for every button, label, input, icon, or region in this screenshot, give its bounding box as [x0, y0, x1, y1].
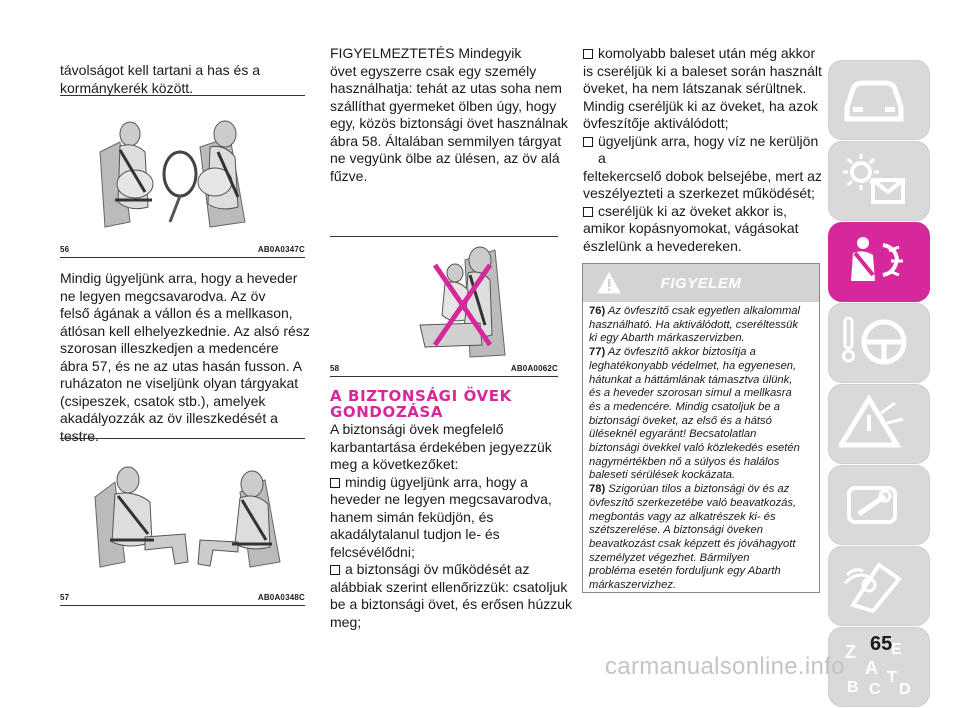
text-line: biztonsági övekkel való közlekedés esetén [589, 442, 800, 455]
checkbox-bullet-icon [330, 565, 340, 575]
seatbelt-airbag-icon [839, 231, 909, 291]
divider [60, 438, 305, 439]
text-line: öveket, ha nem látszanak sérültnek. [583, 80, 807, 96]
text-line: cseréljük ki az öveket akkor is, [598, 202, 788, 219]
tab-car[interactable] [828, 60, 930, 140]
text-line: feltekercselő dobok belsejébe, mert az [583, 167, 822, 184]
divider [330, 236, 558, 237]
text-line: amikor kopásnyomokat, vágásokat [583, 220, 799, 236]
text-line: és a heveder szorosan simul a mellkasra [589, 387, 792, 400]
tab-driving[interactable] [828, 303, 930, 383]
list-item [583, 203, 823, 221]
text-line: észlelünk a hevedereken. [583, 237, 742, 254]
text-line: mindig ügyeljünk arra, hogy a [345, 473, 528, 490]
text-line: szétszerelése. A biztonsági öveken [589, 524, 763, 537]
warning-header [583, 264, 819, 302]
figure-57-seatbelt-adults [90, 462, 290, 572]
text-line: heveder ne legyen megcsavarodva, [330, 491, 552, 507]
text-line: be a biztonsági övet, és erősen húzzuk [330, 596, 573, 612]
tab-emergency[interactable] [828, 384, 930, 464]
text-line: egy, közös biztonsági övet használnak [330, 115, 568, 131]
text-line: szorosan illeszkedjen a medencére [60, 340, 279, 356]
index-letter: B [847, 679, 859, 696]
text-line: a biztonsági öv működését az [345, 561, 530, 577]
figure-58-child-on-lap-prohibited [380, 245, 530, 360]
text-line: felső ágának a vállon és a mellkason, [60, 305, 293, 321]
text-line: Az övfeszítő csak egyetlen alkalommal [607, 305, 801, 317]
index-letter: A [865, 658, 878, 678]
text-line: távolságot kell tartani a has és a [60, 62, 261, 78]
list-item [330, 474, 575, 492]
text-line: A biztonsági övek megfelelő [330, 421, 504, 437]
index-letter: D [899, 681, 911, 698]
divider [60, 257, 305, 258]
warning-box [582, 263, 820, 593]
watermark: carmanualsonline.info [605, 653, 845, 680]
list-item [583, 45, 823, 63]
figure-code: AB0A0062C [510, 364, 558, 373]
list-item [583, 133, 823, 168]
text-line: FIGYELMEZTETÉS Mindegyik [330, 45, 522, 61]
text-line: alábbiak szerint ellenőrizzük: csatoljuk [330, 578, 568, 595]
index-letter: C [869, 681, 881, 698]
text-line: használhatja: tehát az utas soha nem [330, 80, 562, 96]
list-item [330, 561, 575, 579]
figure-number: 57 [60, 593, 70, 602]
checkbox-bullet-icon [583, 49, 593, 59]
col1-paragraph [60, 270, 310, 445]
index-letter: E [891, 641, 902, 658]
text-line: övfeszítő szerkezetébe való beavatkozás, [589, 496, 797, 509]
text-line: szállíthat gyermeket ölben úgy, hogy [330, 97, 557, 114]
text-line: leghatékonyabb védelmet, ha egyenesen, [589, 359, 797, 372]
text-line: nagymértékben nő a súlyos és halálos [589, 455, 780, 468]
col1-intro [60, 62, 305, 97]
text-line: akadálytalanul tudjon le- és [330, 526, 500, 542]
text-line: baleseti sérülések kockázata. [589, 469, 736, 482]
checkbox-bullet-icon [583, 207, 593, 217]
text-line: biztonsági öveket, az első és a hátsó [589, 414, 772, 427]
text-line: probléma esetén forduljunk egy Abarth [589, 565, 781, 578]
text-line: kormánykerék között. [60, 79, 194, 96]
divider [330, 376, 558, 377]
breakdown-icon [839, 393, 909, 453]
text-line: (csipeszek, csatok stb.), amelyek [60, 392, 266, 409]
text-line: Mindig ügyeljünk arra, hogy a heveder [60, 270, 298, 286]
section-heading [330, 388, 570, 420]
figure-number: 58 [330, 364, 340, 373]
text-line: meg; [330, 613, 362, 630]
figure-57-caption [60, 593, 305, 602]
text-line: megbontás vagy az alkatrészek ki- és [589, 510, 776, 523]
warning-item [589, 305, 813, 346]
col2-maintenance [330, 421, 575, 631]
checkbox-bullet-icon [330, 478, 340, 488]
text-line: Az övfeszítő akkor biztosítja a [607, 346, 756, 359]
text-line: övet egyszerre csak egy személy [330, 62, 537, 79]
text-line: ruházaton ne viseljünk olyan tárgyakat [60, 375, 299, 391]
page-number: 65 [870, 633, 893, 655]
warning-title: FIGYELEM [660, 275, 742, 292]
figure-code: AB0A0347C [257, 245, 305, 254]
text-line: ábra 58. Általában semmilyen tárgyat [330, 132, 562, 149]
warning-body [583, 305, 819, 593]
text-line: beavatkozást csak képzett és jóváhagyott [589, 537, 796, 550]
text-line: Mindig cseréljük ki az öveket, ha azok [583, 97, 818, 114]
multimedia-icon [839, 555, 909, 615]
text-line: veszélyezteti a szerkezet működését; [583, 185, 815, 201]
text-line: is cseréljük ki a baleset során használt [583, 62, 822, 79]
text-line: ki egy Abarth márkaszervizben. [589, 332, 745, 345]
warning-item [589, 346, 813, 483]
figure-58-caption [330, 364, 558, 373]
warning-number: 78) [589, 483, 606, 496]
figure-56-seatbelt-pregnant [90, 112, 290, 232]
index-letter: T [887, 669, 897, 686]
text-line: komolyabb baleset után még akkor [598, 45, 816, 61]
text-line: ügyeljünk arra, hogy víz ne kerüljön a [598, 132, 819, 166]
text-line: hátunkat a háttámlának támasztva ülünk, [589, 373, 793, 386]
figure-number: 56 [60, 245, 70, 254]
text-line: Szigorúan tilos a biztonsági öv és az [608, 483, 790, 496]
text-line: karbantartása érdekében jegyezzük [330, 438, 552, 455]
heading-line: GONDOZÁSA [330, 403, 444, 421]
warning-number: 77) [589, 346, 606, 359]
text-line: üléseknél egyaránt! Becsatolatlan [589, 428, 757, 441]
text-line: övfeszítője aktiválódott; [583, 115, 729, 131]
text-line: meg a következőket: [330, 456, 459, 472]
index-letter: Z [845, 642, 856, 662]
chapter-tabs [828, 60, 930, 708]
text-line: fűzve. [330, 167, 368, 184]
tab-warning-lights[interactable] [828, 141, 930, 221]
tab-multimedia[interactable] [828, 546, 930, 626]
divider [60, 95, 305, 96]
text-line: ne vegyünk ölbe az ülésen, az öv alá [330, 150, 560, 166]
text-line: hanem simán feküdjön, és [330, 508, 494, 525]
steering-wheel-icon [839, 312, 909, 372]
text-line: testre. [60, 427, 99, 444]
warning-item [589, 483, 813, 593]
tab-maintenance[interactable] [828, 465, 930, 545]
divider [60, 605, 305, 606]
warning-light-icon [839, 150, 909, 210]
checkbox-bullet-icon [583, 137, 593, 147]
text-line: felcsévélődni; [330, 543, 415, 560]
col2-paragraph [330, 45, 575, 185]
text-line: személyzet végezhet. Bármilyen [589, 551, 750, 564]
text-line: átlósan kell elhelyezkednie. Az alsó rész [60, 322, 310, 339]
text-line: és a medencére. Mindig csatoljuk be a [589, 400, 780, 413]
col3-bullets [583, 45, 823, 255]
car-icon [839, 69, 909, 129]
tab-safety[interactable] [828, 222, 930, 302]
text-line: márkaszervizhez. [589, 579, 677, 592]
maintenance-icon [839, 474, 909, 534]
heading-line: A BIZTONSÁGI ÖVEK [330, 387, 512, 405]
text-line: ábra 57, és ne az utas hasán fusson. A [60, 357, 303, 374]
text-line: akadályozzák az öv illeszkedését a [60, 410, 278, 426]
warning-number: 76) [589, 305, 606, 317]
text-line: használható. Ha aktiválódott, cseréltessük [589, 318, 798, 331]
text-line: ne legyen megcsavarodva. Az öv [60, 287, 266, 304]
figure-56-caption [60, 245, 305, 254]
figure-code: AB0A0348C [257, 593, 305, 602]
